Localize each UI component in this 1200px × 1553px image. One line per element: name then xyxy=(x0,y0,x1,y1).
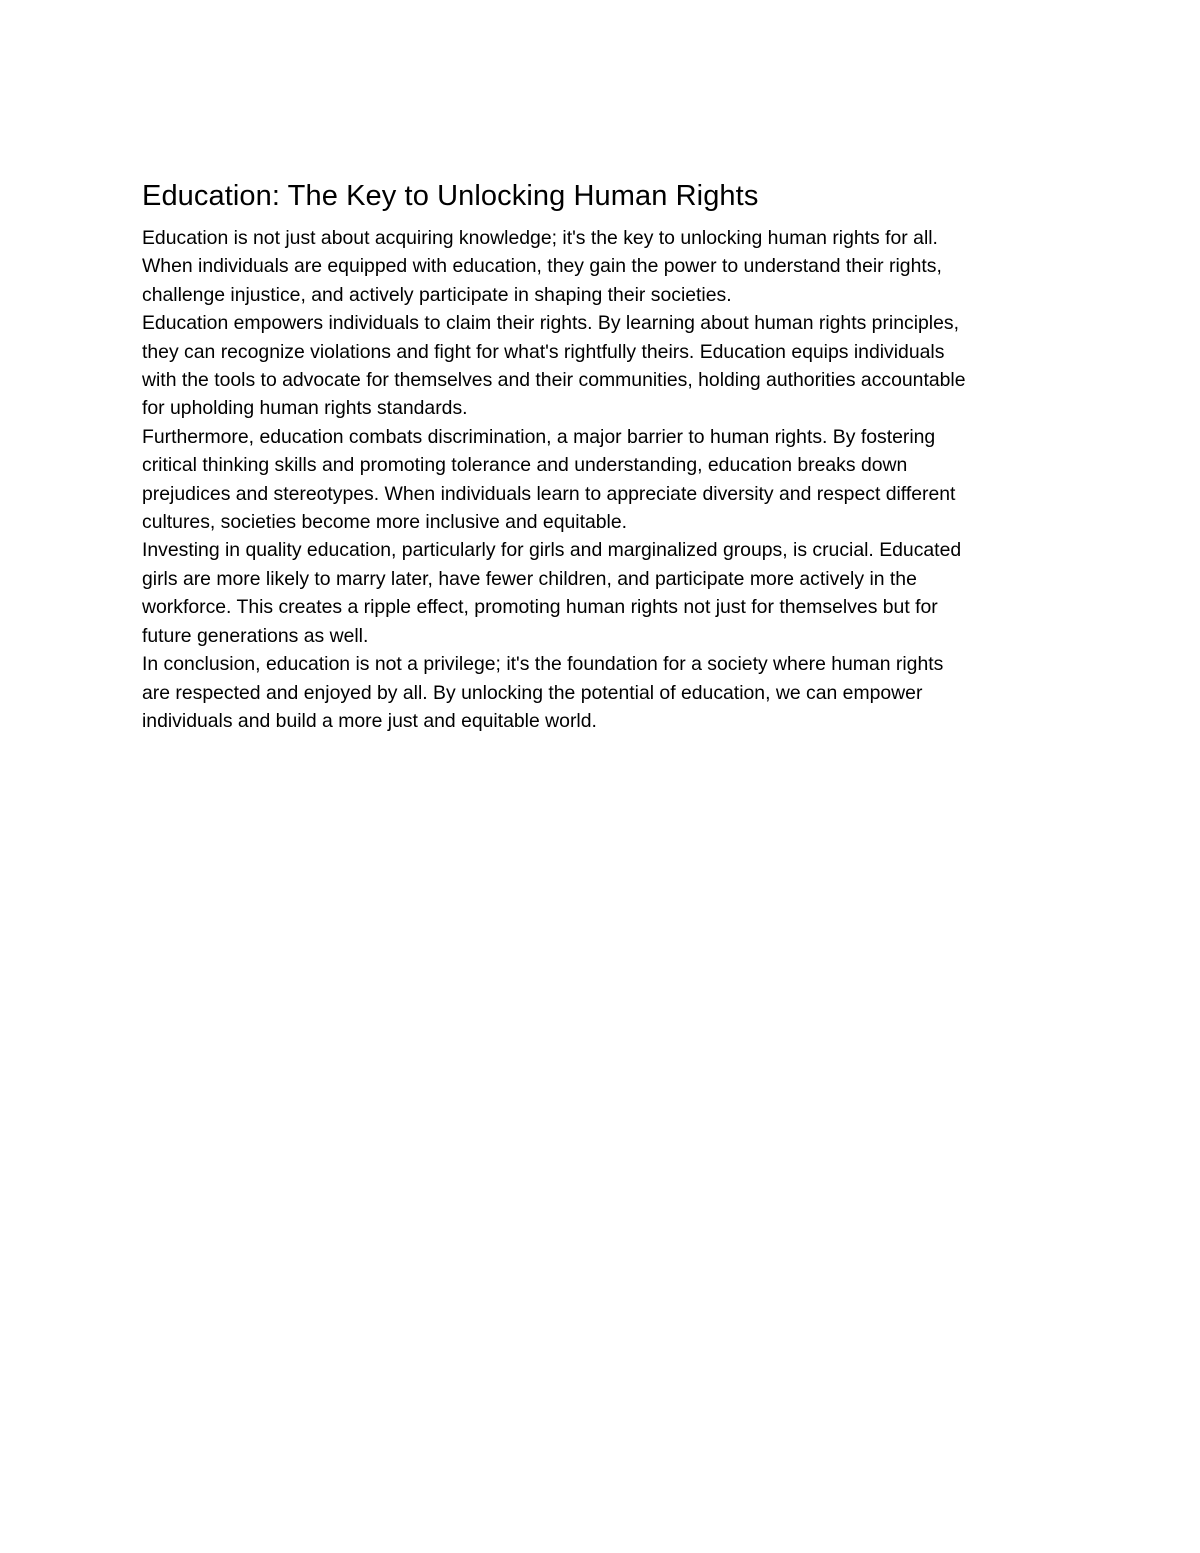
paragraph-1 xyxy=(142,224,1072,309)
paragraph-line: they can recognize violations and fight for what's rightfully theirs. Education equips individuals xyxy=(142,340,945,363)
paragraph-line: Education is not just about acquiring knowledge; it's the key to unlocking human rights for all. xyxy=(142,227,938,249)
paragraph-line: individuals and build a more just and equitable world. xyxy=(142,709,597,732)
paragraph-line: challenge injustice, and actively participate in shaping their societies. xyxy=(142,283,732,306)
paragraph-line: workforce. This creates a ripple effect, promoting human rights not just for themselves but for xyxy=(142,596,938,619)
paragraph-4 xyxy=(142,536,1072,650)
paragraph-5 xyxy=(142,650,1072,735)
paragraph-line: for upholding human rights standards. xyxy=(142,397,468,420)
paragraph-line: Investing in quality education, particularly for girls and marginalized groups, is crucial. Educated xyxy=(142,539,962,562)
document-title: Education: The Key to Unlocking Human Rights xyxy=(142,180,759,212)
paragraph-line: critical thinking skills and promoting tolerance and understanding, education breaks down xyxy=(142,454,908,477)
paragraph-line: Furthermore, education combats discrimination, a major barrier to human rights. By fostering xyxy=(142,425,936,448)
paragraph-line: When individuals are equipped with education, they gain the power to understand their rights, xyxy=(142,255,942,278)
paragraph-line: with the tools to advocate for themselves and their communities, holding authorities accountable xyxy=(142,369,966,392)
paragraph-line: girls are more likely to marry later, have fewer children, and participate more actively in the xyxy=(142,567,917,590)
paragraph-line: are respected and enjoyed by all. By unlocking the potential of education, we can empower xyxy=(142,681,923,704)
document-body xyxy=(142,176,1072,735)
paragraph-3 xyxy=(142,423,1072,537)
paragraph-2 xyxy=(142,309,1072,423)
paragraph-line: prejudices and stereotypes. When individuals learn to appreciate diversity and respect different xyxy=(142,482,956,505)
paragraph-line: cultures, societies become more inclusive and equitable. xyxy=(142,511,628,534)
paragraph-line: In conclusion, education is not a privilege; it's the foundation for a society where human rights xyxy=(142,653,944,676)
paragraph-line: future generations as well. xyxy=(142,624,369,647)
paragraph-line: Education empowers individuals to claim their rights. By learning about human rights principles, xyxy=(142,312,959,335)
